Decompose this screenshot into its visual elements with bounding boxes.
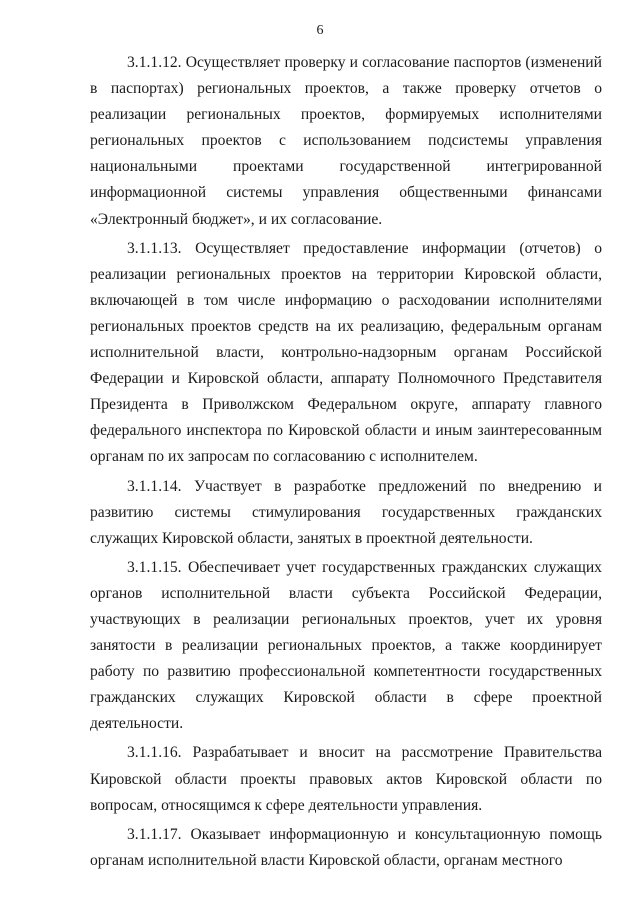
paragraph-number: 3.1.1.17. bbox=[127, 825, 182, 843]
page-number: 6 bbox=[316, 23, 324, 38]
paragraph-text: Осуществляет проверку и согласование паспортов (изменений в паспортах) региональных проектов, а также проверку отчетов о реализации региональных проектов, формируемых исполнителями региональных проектов с использованием подсистемы управления национальными проектами государственной интегрированной информационной системы управления общественными финансами «Электронный бюджет», и их согласование. bbox=[90, 54, 602, 228]
paragraph-number: 3.1.1.16. bbox=[127, 744, 182, 762]
paragraph-number: 3.1.1.13. bbox=[127, 239, 182, 257]
paragraph-text: Разрабатывает и вносит на рассмотрение Правительства Кировской области проекты правовых актов Кировской области по вопросам, относящимся к сфере деятельности управления. bbox=[90, 744, 602, 814]
paragraph-number: 3.1.1.14. bbox=[127, 477, 182, 495]
paragraph-text: Оказывает информационную и консультационную помощь органам исполнительной власти Кировской области, органам местного bbox=[90, 825, 602, 869]
paragraph-text: Участвует в разработке предложений по внедрению и развитию системы стимулирования государственных гражданских служащих Кировской области, занятых в проектной деятельности. bbox=[90, 477, 602, 547]
paragraph-3-1-1-14 bbox=[90, 474, 602, 552]
paragraph-3-1-1-15 bbox=[90, 555, 602, 738]
paragraph-3-1-1-16 bbox=[90, 740, 602, 818]
paragraph-3-1-1-17 bbox=[90, 822, 602, 874]
paragraph-number: 3.1.1.15. bbox=[127, 558, 182, 576]
paragraph-3-1-1-12 bbox=[90, 50, 602, 233]
paragraph-text: Обеспечивает учет государственных гражданских служащих органов исполнительной власти субъекта Российской Федерации, участвующих в реализации региональных проектов, учет их уровня занятости в реализации региональных проектов, а также координирует работу по развитию профессиональной компетентности государственных гражданских служащих Кировской области в сфере проектной деятельности. bbox=[90, 558, 602, 733]
paragraph-text: Осуществляет предоставление информации (отчетов) о реализации региональных проектов на территории Кировской области, включающей в том числе информацию о расходовании исполнителями региональных проектов средств на их реализацию, федеральным органам исполнительной власти, контрольно-надзорным органам Российской Федерации и Кировской области, аппарату Полномочного Представителя Президента в Приволжском Федеральном округе, аппарату главного федерального инспектора по Кировской области и иным заинтересованным органам по их запросам по согласованию с исполнителем. bbox=[90, 239, 602, 466]
paragraph-number: 3.1.1.12. bbox=[127, 54, 182, 71]
paragraph-3-1-1-13 bbox=[90, 236, 602, 471]
